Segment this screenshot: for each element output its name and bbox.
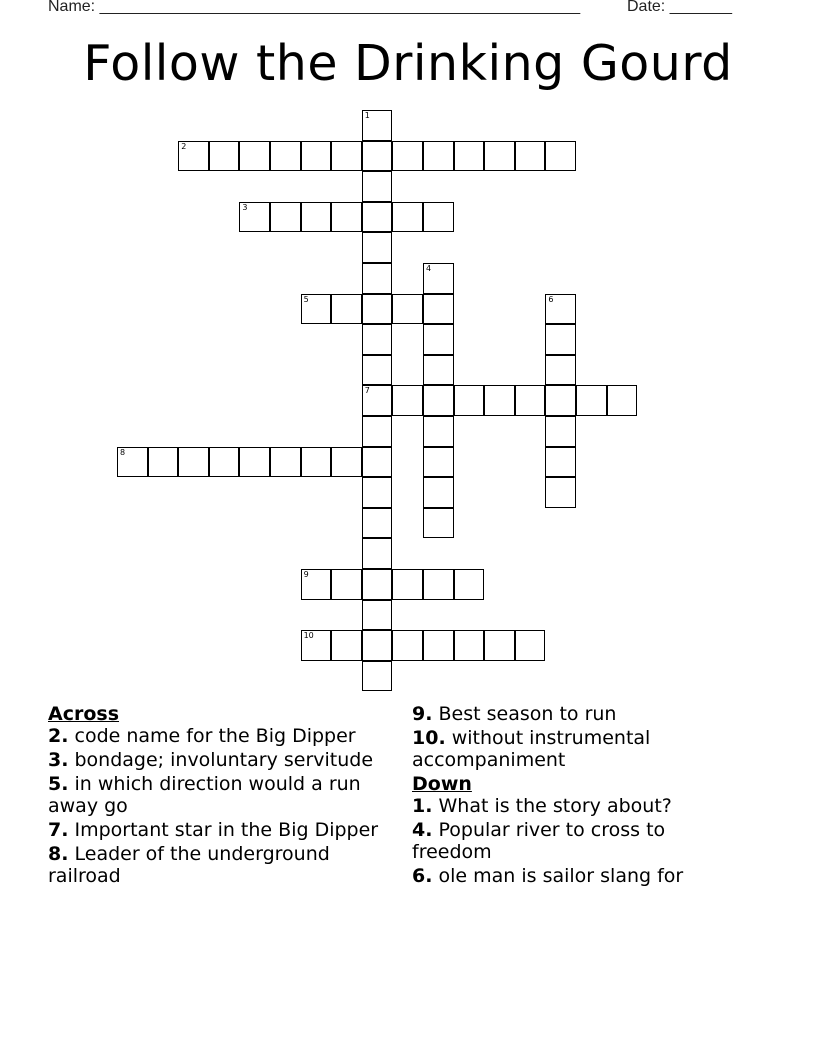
grid-cell[interactable] xyxy=(392,141,423,172)
grid-cell[interactable] xyxy=(392,630,423,661)
clue-across-2 xyxy=(48,725,388,747)
grid-cell[interactable] xyxy=(423,416,454,447)
clue-text: in which direction would a run away go xyxy=(48,773,361,817)
clue-across-10 xyxy=(412,727,732,771)
grid-cell[interactable] xyxy=(362,263,393,294)
grid-cell[interactable] xyxy=(484,385,515,416)
grid-cell[interactable] xyxy=(545,416,576,447)
grid-cell[interactable] xyxy=(515,385,546,416)
clue-down-4 xyxy=(412,819,732,863)
grid-cell[interactable] xyxy=(331,447,362,478)
grid-cell[interactable] xyxy=(270,202,301,233)
grid-cell[interactable] xyxy=(362,385,393,416)
cell-number: 2 xyxy=(181,141,187,151)
grid-cell[interactable] xyxy=(331,202,362,233)
grid-cell[interactable] xyxy=(331,569,362,600)
clue-across-3 xyxy=(48,749,388,771)
grid-cell[interactable] xyxy=(423,447,454,478)
grid-cell[interactable] xyxy=(545,447,576,478)
grid-cell[interactable] xyxy=(331,141,362,172)
grid-cell[interactable] xyxy=(545,141,576,172)
clue-across-7 xyxy=(48,819,388,841)
grid-cell[interactable] xyxy=(362,447,393,478)
grid-cell[interactable] xyxy=(392,294,423,325)
clue-down-6 xyxy=(412,865,732,887)
grid-cell[interactable] xyxy=(239,447,270,478)
grid-cell[interactable] xyxy=(209,447,240,478)
grid-cell[interactable] xyxy=(178,141,209,172)
grid-cell[interactable] xyxy=(178,447,209,478)
grid-cell[interactable] xyxy=(607,385,638,416)
grid-cell[interactable] xyxy=(301,630,332,661)
grid-cell[interactable] xyxy=(423,477,454,508)
grid-cell[interactable] xyxy=(484,141,515,172)
grid-cell[interactable] xyxy=(331,630,362,661)
grid-cell[interactable] xyxy=(362,355,393,386)
grid-cell[interactable] xyxy=(362,477,393,508)
grid-cell[interactable] xyxy=(423,294,454,325)
grid-cell[interactable] xyxy=(392,569,423,600)
cell-number: 8 xyxy=(120,447,126,457)
clues-column-right xyxy=(412,703,732,889)
grid-cell[interactable] xyxy=(423,141,454,172)
clue-number: 2. xyxy=(48,725,69,747)
clue-number: 5. xyxy=(48,773,69,795)
clue-text: code name for the Big Dipper xyxy=(74,725,356,747)
grid-cell[interactable] xyxy=(392,385,423,416)
grid-cell[interactable] xyxy=(362,538,393,569)
clue-text: without instrumental accompaniment xyxy=(412,727,651,771)
clue-across-8 xyxy=(48,843,388,887)
grid-cell[interactable] xyxy=(301,294,332,325)
clue-number: 4. xyxy=(412,819,433,841)
grid-cell[interactable] xyxy=(301,202,332,233)
cell-number: 9 xyxy=(303,570,309,579)
clues-column-left xyxy=(48,703,388,889)
grid-cell[interactable] xyxy=(301,447,332,478)
grid-cell[interactable] xyxy=(392,202,423,233)
across-heading: Across xyxy=(48,703,120,725)
grid-cell[interactable] xyxy=(545,355,576,386)
grid-cell[interactable] xyxy=(576,385,607,416)
grid-cell[interactable] xyxy=(454,385,485,416)
grid-cell[interactable] xyxy=(362,324,393,355)
grid-cell[interactable] xyxy=(423,385,454,416)
grid-cell[interactable] xyxy=(117,447,148,478)
clue-number: 7. xyxy=(48,819,69,841)
grid-cell[interactable] xyxy=(515,630,546,661)
grid-cell[interactable] xyxy=(362,232,393,263)
grid-cell[interactable] xyxy=(148,447,179,478)
grid-cell[interactable] xyxy=(423,263,454,294)
clue-across-9 xyxy=(412,703,732,725)
grid-cell[interactable] xyxy=(515,141,546,172)
grid-cell[interactable] xyxy=(239,141,270,172)
grid-cell[interactable] xyxy=(362,630,393,661)
grid-cell[interactable] xyxy=(362,110,393,141)
clue-number: 10. xyxy=(412,727,446,749)
clue-text: ole man is sailor slang for xyxy=(438,865,684,887)
grid-cell[interactable] xyxy=(454,569,485,600)
grid-cell[interactable] xyxy=(209,141,240,172)
grid-cell[interactable] xyxy=(423,569,454,600)
date-line[interactable]: _______ xyxy=(669,0,732,15)
grid-cell[interactable] xyxy=(270,447,301,478)
grid-cell[interactable] xyxy=(454,141,485,172)
grid-cell[interactable] xyxy=(362,508,393,539)
grid-cell[interactable] xyxy=(545,477,576,508)
grid-cell[interactable] xyxy=(362,141,393,172)
date-label: Date: xyxy=(627,0,666,15)
cell-number: 7 xyxy=(364,386,370,396)
clue-across-5 xyxy=(48,773,388,817)
clue-text: bondage; involuntary servitude xyxy=(74,749,374,771)
clue-text: Best season to run xyxy=(438,703,617,725)
grid-cell[interactable] xyxy=(423,202,454,233)
clue-number: 3. xyxy=(48,749,69,771)
clue-down-1 xyxy=(412,795,732,817)
grid-cell[interactable] xyxy=(362,661,393,692)
cell-number: 6 xyxy=(548,294,554,304)
clue-number: 9. xyxy=(412,703,433,725)
cell-number: 4 xyxy=(426,264,432,273)
grid-cell[interactable] xyxy=(545,294,576,325)
grid-cell[interactable] xyxy=(331,294,362,325)
grid-cell[interactable] xyxy=(362,171,393,202)
cell-number: 10 xyxy=(303,631,314,641)
grid-cell[interactable] xyxy=(423,355,454,386)
grid-cell[interactable] xyxy=(301,569,332,600)
clue-number: 1. xyxy=(412,795,433,817)
grid-cell[interactable] xyxy=(362,294,393,325)
page-title: Follow the Drinking Gourd xyxy=(83,35,733,92)
cell-number: 3 xyxy=(242,202,248,212)
grid-cell[interactable] xyxy=(423,508,454,539)
clue-text: Popular river to cross to freedom xyxy=(412,819,666,863)
grid-cell[interactable] xyxy=(301,141,332,172)
grid-cell[interactable] xyxy=(423,324,454,355)
cell-number: 1 xyxy=(364,111,370,120)
grid-cell[interactable] xyxy=(454,630,485,661)
grid-cell[interactable] xyxy=(362,600,393,631)
grid-cell[interactable] xyxy=(545,385,576,416)
name-line[interactable]: ______________________________________________________ xyxy=(99,0,581,15)
grid-cell[interactable] xyxy=(545,324,576,355)
grid-cell[interactable] xyxy=(362,569,393,600)
grid-cell[interactable] xyxy=(484,630,515,661)
grid-cell[interactable] xyxy=(362,416,393,447)
grid-cell[interactable] xyxy=(423,630,454,661)
clue-text: Leader of the underground railroad xyxy=(48,843,330,887)
grid-cell[interactable] xyxy=(270,141,301,172)
clue-number: 6. xyxy=(412,865,433,887)
clue-text: What is the story about? xyxy=(438,795,672,817)
grid-cell[interactable] xyxy=(239,202,270,233)
clue-number: 8. xyxy=(48,843,69,865)
name-label: Name: xyxy=(48,0,96,15)
down-heading: Down xyxy=(412,773,472,795)
grid-cell[interactable] xyxy=(362,202,393,233)
clue-text: Important star in the Big Dipper xyxy=(74,819,379,841)
cell-number: 5 xyxy=(303,294,309,304)
